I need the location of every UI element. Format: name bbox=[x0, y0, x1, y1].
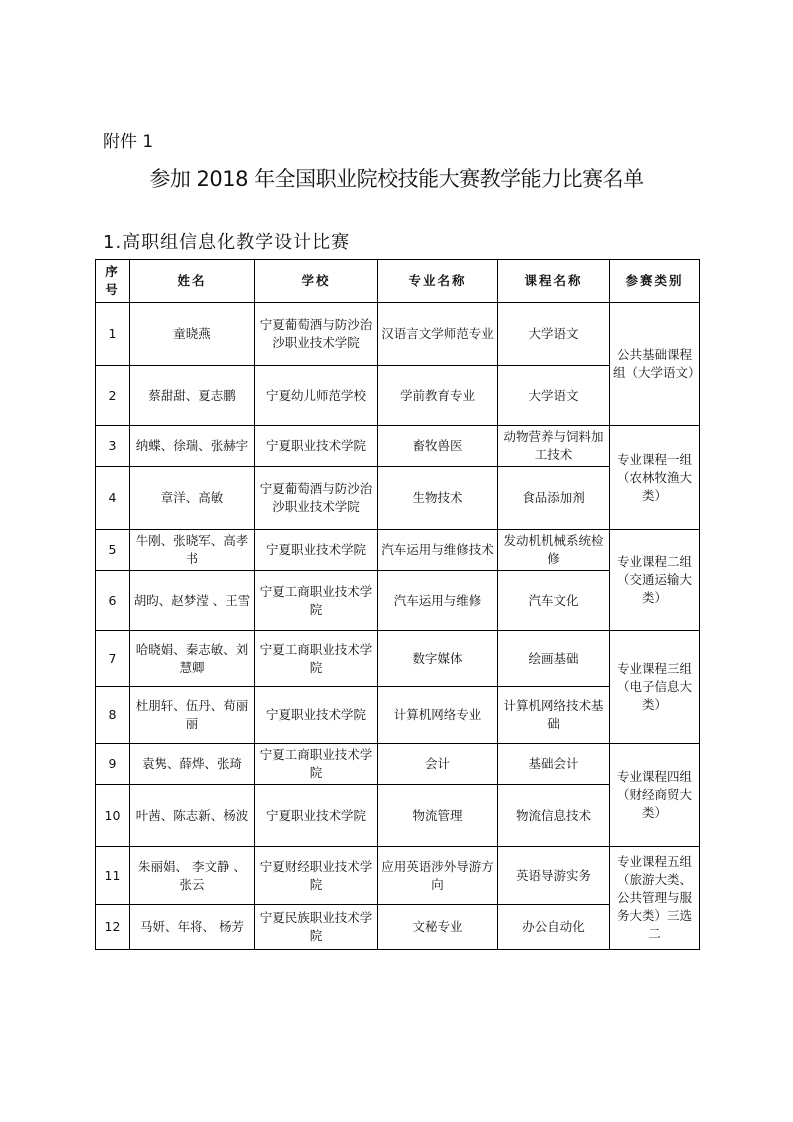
cell-no: 3 bbox=[96, 426, 130, 467]
cell-major: 文秘专业 bbox=[378, 905, 498, 950]
cell-major: 应用英语涉外导游方向 bbox=[378, 847, 498, 905]
cell-major: 计算机网络专业 bbox=[378, 687, 498, 744]
cell-school: 宁夏职业技术学院 bbox=[255, 785, 378, 847]
cell-name: 章洋、高敏 bbox=[130, 467, 255, 530]
cell-name: 蔡甜甜、夏志鹏 bbox=[130, 366, 255, 426]
cell-major: 畜牧兽医 bbox=[378, 426, 498, 467]
table-row bbox=[96, 426, 700, 467]
cell-school: 宁夏工商职业技术学院 bbox=[255, 631, 378, 687]
column-header-no: 序号 bbox=[96, 260, 130, 303]
cell-category: 专业课程一组（农林牧渔大类） bbox=[610, 426, 700, 530]
cell-name: 胡昀、赵梦滢 、王雪 bbox=[130, 571, 255, 631]
cell-course: 办公自动化 bbox=[498, 905, 610, 950]
cell-category: 公共基础课程组（大学语文） bbox=[610, 303, 700, 426]
table-row bbox=[96, 785, 700, 847]
cell-no: 11 bbox=[96, 847, 130, 905]
cell-no: 1 bbox=[96, 303, 130, 366]
cell-name: 朱丽娟、 李文静 、张云 bbox=[130, 847, 255, 905]
cell-name: 马妍、年将、 杨芳 bbox=[130, 905, 255, 950]
table-row bbox=[96, 571, 700, 631]
cell-course: 绘画基础 bbox=[498, 631, 610, 687]
table-row bbox=[96, 366, 700, 426]
table-row bbox=[96, 631, 700, 687]
cell-course: 物流信息技术 bbox=[498, 785, 610, 847]
column-header-course: 课程名称 bbox=[498, 260, 610, 303]
cell-school: 宁夏葡萄酒与防沙治沙职业技术学院 bbox=[255, 303, 378, 366]
cell-school: 宁夏职业技术学院 bbox=[255, 426, 378, 467]
cell-no: 4 bbox=[96, 467, 130, 530]
cell-school: 宁夏工商职业技术学院 bbox=[255, 571, 378, 631]
table-row bbox=[96, 303, 700, 366]
table-row bbox=[96, 530, 700, 571]
cell-no: 8 bbox=[96, 687, 130, 744]
cell-no: 12 bbox=[96, 905, 130, 950]
cell-school: 宁夏幼儿师范学校 bbox=[255, 366, 378, 426]
cell-school: 宁夏民族职业技术学院 bbox=[255, 905, 378, 950]
cell-course: 食品添加剂 bbox=[498, 467, 610, 530]
section-heading: 1.高职组信息化教学设计比赛 bbox=[103, 232, 351, 253]
cell-name: 纳蝶、徐瑞、张赫宇 bbox=[130, 426, 255, 467]
cell-major: 会计 bbox=[378, 744, 498, 785]
cell-category: 专业课程五组（旅游大类、公共管理与服务大类）三选二 bbox=[610, 847, 700, 950]
cell-school: 宁夏职业技术学院 bbox=[255, 530, 378, 571]
table-row bbox=[96, 467, 700, 530]
column-header-category: 参赛类别 bbox=[610, 260, 700, 303]
cell-course: 汽车文化 bbox=[498, 571, 610, 631]
cell-major: 生物技术 bbox=[378, 467, 498, 530]
column-header-major: 专业名称 bbox=[378, 260, 498, 303]
table-header-row bbox=[96, 260, 700, 303]
document-title: 参加 2018 年全国职业院校技能大赛教学能力比赛名单 bbox=[149, 167, 644, 191]
cell-course: 英语导游实务 bbox=[498, 847, 610, 905]
column-header-school: 学校 bbox=[255, 260, 378, 303]
cell-name: 牛刚、张晓军、高孝书 bbox=[130, 530, 255, 571]
cell-course: 大学语文 bbox=[498, 303, 610, 366]
cell-course: 动物营养与饲料加工技术 bbox=[498, 426, 610, 467]
cell-course: 计算机网络技术基础 bbox=[498, 687, 610, 744]
cell-course: 基础会计 bbox=[498, 744, 610, 785]
cell-name: 童晓燕 bbox=[130, 303, 255, 366]
cell-major: 物流管理 bbox=[378, 785, 498, 847]
cell-category: 专业课程三组（电子信息大类） bbox=[610, 631, 700, 744]
cell-school: 宁夏葡萄酒与防沙治沙职业技术学院 bbox=[255, 467, 378, 530]
cell-name: 杜朋轩、伍丹、荀丽丽 bbox=[130, 687, 255, 744]
cell-no: 5 bbox=[96, 530, 130, 571]
cell-major: 学前教育专业 bbox=[378, 366, 498, 426]
cell-name: 哈晓娟、秦志敏、刘慧卿 bbox=[130, 631, 255, 687]
table-row bbox=[96, 847, 700, 905]
cell-no: 6 bbox=[96, 571, 130, 631]
cell-category: 专业课程二组（交通运输大类） bbox=[610, 530, 700, 631]
table-row bbox=[96, 744, 700, 785]
cell-major: 数字媒体 bbox=[378, 631, 498, 687]
cell-name: 叶茜、陈志新、杨波 bbox=[130, 785, 255, 847]
cell-school: 宁夏职业技术学院 bbox=[255, 687, 378, 744]
cell-school: 宁夏工商职业技术学院 bbox=[255, 744, 378, 785]
cell-name: 袁隽、薛烨、张琦 bbox=[130, 744, 255, 785]
table-row bbox=[96, 687, 700, 744]
column-header-name: 姓名 bbox=[130, 260, 255, 303]
cell-school: 宁夏财经职业技术学院 bbox=[255, 847, 378, 905]
cell-course: 大学语文 bbox=[498, 366, 610, 426]
cell-no: 9 bbox=[96, 744, 130, 785]
cell-no: 2 bbox=[96, 366, 130, 426]
cell-major: 汽车运用与维修 bbox=[378, 571, 498, 631]
cell-no: 7 bbox=[96, 631, 130, 687]
table-row bbox=[96, 905, 700, 950]
cell-major: 汉语言文学师范专业 bbox=[378, 303, 498, 366]
roster-table bbox=[95, 259, 700, 950]
cell-major: 汽车运用与维修技术 bbox=[378, 530, 498, 571]
cell-course: 发动机机械系统检修 bbox=[498, 530, 610, 571]
cell-no: 10 bbox=[96, 785, 130, 847]
cell-category: 专业课程四组（财经商贸大类） bbox=[610, 744, 700, 847]
annex-label: 附件 1 bbox=[103, 132, 154, 152]
